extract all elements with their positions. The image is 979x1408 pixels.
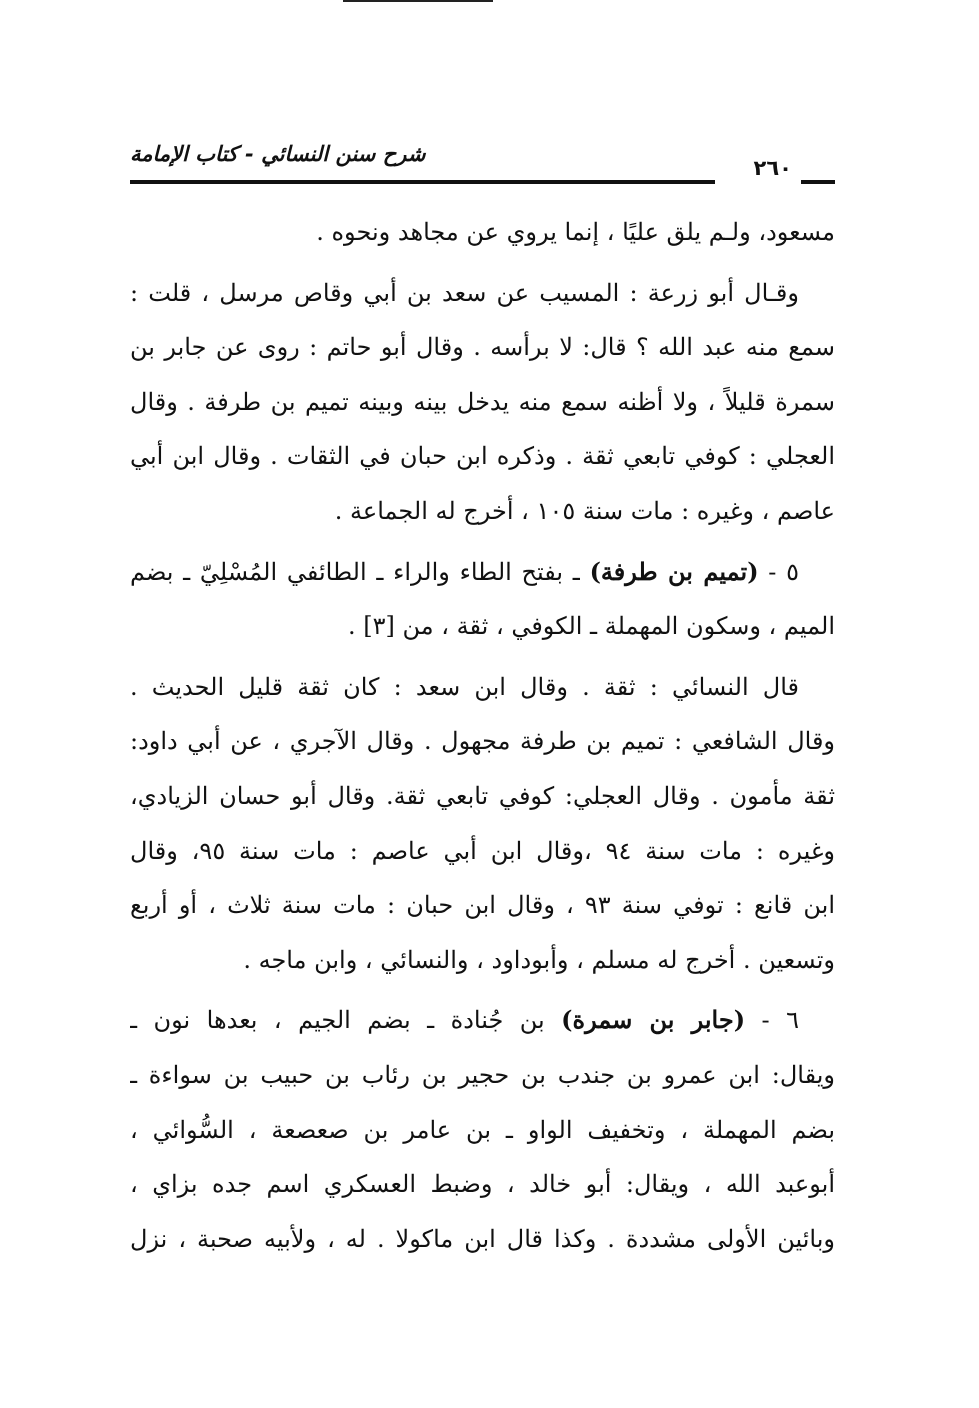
narrator-entry-heading (130, 545, 835, 600)
text-line: سمرة قليلاً ، ولا أظنه سمع منه يدخل بينه وبينه تميم بن طرفة . وقال (130, 387, 835, 416)
page-header (130, 140, 835, 185)
text-line: ويقال: ابن عمرو بن جندب بن حجير بن رئاب بن حبيب بن سواءة ـ (130, 1060, 835, 1089)
text-line: أبوعبد الله ، ويقال: أبو خالد ، وضبط العسكري اسم جده بزاي ، (130, 1170, 835, 1199)
header-rule-short (801, 180, 835, 184)
narrator-name: (تميم بن طرفة) (589, 556, 759, 586)
text-line: وبائين الأولى مشددة . وكذا قال ابن ماكولا . له ، ولأبيه صحبة ، نزل (130, 1224, 835, 1253)
text-line: ثقة مأمون . وقال العجلي: كوفي تابعي ثقة. وقال أبو حسان الزيادي، (130, 781, 835, 810)
narrator-name: (جابر بن سمرة) (561, 1005, 746, 1035)
text-line: وغيره : مات سنة ٩٤ ،وقال ابن أبي عاصم : مات سنة ٩٥، وقال (130, 836, 835, 865)
narrator-entry-heading (130, 993, 835, 1048)
text-line: الميم ، وسكون المهملة ـ الكوفي ، ثقة ، من [٣] . (347, 612, 835, 641)
running-title: شرح سنن النسائي - كتاب الإمامة (130, 142, 426, 166)
text-line: وتسعين . أخرج له مسلم ، وأبوداود ، والنسائي ، وابن ماجه . (243, 945, 835, 974)
text-line-part: ـ بفتح الطاء والراء ـ الطائفي المُسْلِيّ ـ بضم (130, 557, 580, 586)
text-line: وقـال أبو زرعة : المسيب عن سعد بن أبي وقاص مرسل ، قلت : (130, 278, 799, 307)
text-line: عاصم ، وغيره : مات سنة ١٠٥ ، أخرج له الجماعة . (334, 496, 835, 525)
text-line: مسعود، ولـم يلق عليًا ، إنما يروي عن مجاهد ونحوه . (316, 218, 835, 246)
body-text (130, 205, 835, 1266)
text-line-part: بن جُنادة ـ بضم الجيم ، بعدها نون ـ (130, 1006, 545, 1035)
text-line: العجلي : كوفي تابعي ثقة . وذكره ابن حبان في الثقات . وقال ابن أبي (130, 442, 835, 471)
top-edge-mark (343, 0, 493, 2)
entry-number: ٥ - (768, 557, 799, 586)
text-line: بضم المهملة ، وتخفيف الواو ـ بن عامر بن صعصعة ، السُّوائي ، (130, 1115, 835, 1144)
page-number: ٢٦٠ (753, 156, 792, 180)
text-line: قال النسائي : ثقة . وقال ابن سعد : كان ثقة قليل الحديث . (130, 672, 799, 701)
text-line: ابن قانع : توفي سنة ٩٣ ، وقال ابن حبان : مات سنة ثلاث ، أو أربع (130, 891, 835, 920)
text-line: سمع منه عبد الله ؟ قال: لا برأسه . وقال أبو حاتم : روى عن جابر بن (130, 333, 835, 362)
text-line: وقال الشافعي : تميم بن طرفة مجهول . وقال الآجري ، عن أبي داود: (130, 727, 835, 756)
header-rule (130, 180, 715, 184)
entry-number: ٦ - (761, 1006, 799, 1035)
